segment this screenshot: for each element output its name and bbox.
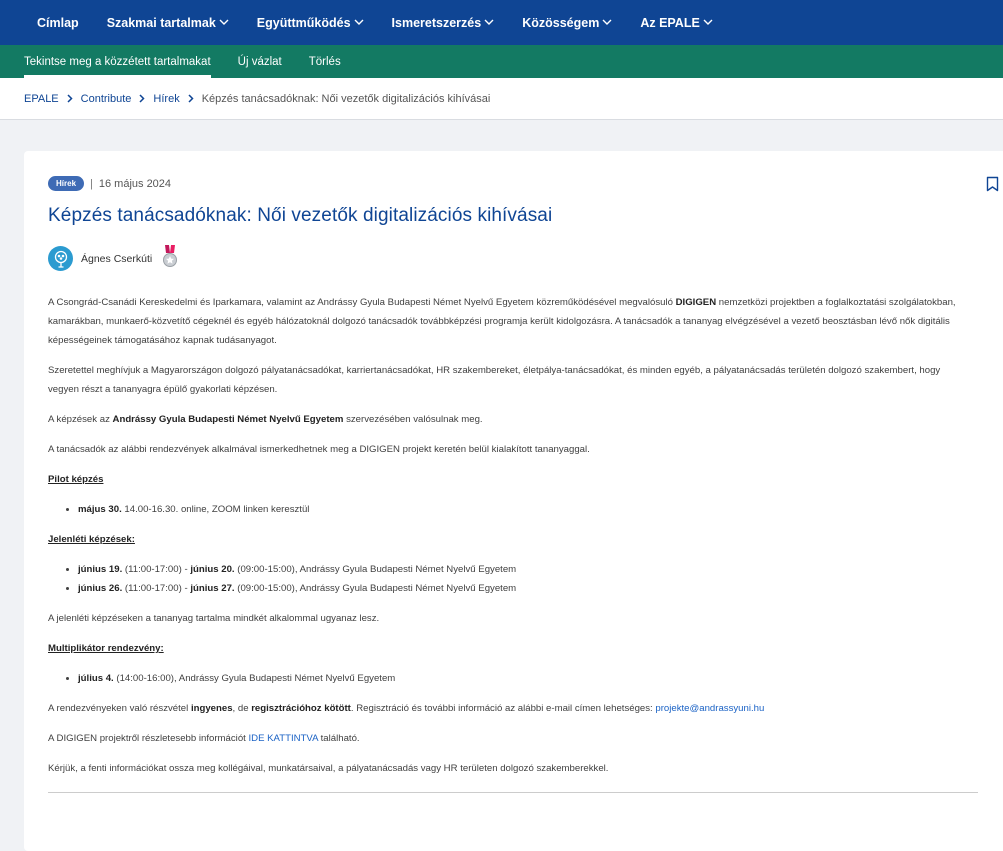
article-meta xyxy=(48,176,171,191)
category-badge[interactable]: Hírek xyxy=(48,176,84,191)
heading-jelenleti xyxy=(48,530,973,549)
paragraph-intro xyxy=(48,293,973,350)
breadcrumb xyxy=(0,78,1003,120)
nav-item-label: Ismeretszerzés xyxy=(391,15,482,30)
nav-item-label: Címlap xyxy=(37,15,79,30)
text-bold: DIGIGEN xyxy=(675,297,717,308)
text-bold: június 27. xyxy=(190,583,235,594)
text: A rendezvényeken való részvétel xyxy=(48,703,191,714)
tab-label: Tekintse meg a közzétett tartalmakat xyxy=(24,55,211,68)
jelenleti-list xyxy=(78,560,973,598)
chevron-right-icon xyxy=(188,94,194,103)
nav-item-label: Az EPALE xyxy=(640,15,700,30)
nav-item-kozossegem[interactable] xyxy=(522,16,612,30)
text: 14.00-16.30. online, ZOOM linken keresztül xyxy=(121,504,310,515)
nav-item-az-epale[interactable] xyxy=(640,16,713,30)
text-bold: ingyenes xyxy=(190,703,233,714)
paragraph-organizer xyxy=(48,410,973,429)
text-bold: június 20. xyxy=(190,564,235,575)
nav-item-label: Szakmai tartalmak xyxy=(106,15,216,30)
tab-new-draft[interactable] xyxy=(238,45,282,78)
nav-item-cimlap[interactable] xyxy=(37,16,79,30)
nav-item-label: Együttműködés xyxy=(256,15,351,30)
text: található. xyxy=(317,733,360,744)
tab-view-published[interactable] xyxy=(24,45,211,78)
chevron-down-icon xyxy=(219,19,229,26)
text-bold: május 30. xyxy=(78,504,122,515)
content-action-bar xyxy=(0,45,1003,78)
article-body xyxy=(48,293,973,789)
divider xyxy=(48,792,978,793)
text-bold: július 4. xyxy=(78,673,114,684)
chevron-down-icon xyxy=(484,19,494,26)
author-name[interactable]: Ágnes Cserkúti xyxy=(81,252,153,265)
nav-item-label: Közösségem xyxy=(522,15,600,30)
bookmark-icon[interactable] xyxy=(986,176,999,197)
text: (09:00-15:00), Andrássy Gyula Budapesti Német Nyelvű Egyetem xyxy=(234,583,517,594)
heading-text: Multiplikátor rendezvény: xyxy=(48,643,164,654)
author-row xyxy=(48,245,178,272)
tab-label: Törlés xyxy=(308,55,341,68)
text-bold: Andrássy Gyula Budapesti Német Nyelvű Egyetem xyxy=(112,414,344,425)
publish-date: 16 május 2024 xyxy=(98,177,172,190)
breadcrumb-contribute[interactable]: Contribute xyxy=(80,92,132,105)
text: szervezésében valósulnak meg. xyxy=(343,414,483,425)
nav-item-ismeretszerzes[interactable] xyxy=(392,16,495,30)
more-info-link[interactable]: IDE KATTINTVA xyxy=(248,733,318,744)
paragraph-more-info xyxy=(48,729,973,748)
heading-multiplikator xyxy=(48,639,973,658)
text: A képzések az xyxy=(48,414,113,425)
text: (11:00-17:00) - xyxy=(122,583,191,594)
breadcrumb-current: Képzés tanácsadóknak: Női vezetők digitalizációs kihívásai xyxy=(201,92,491,105)
list-item xyxy=(78,669,973,688)
text: , de xyxy=(232,703,252,714)
multiplikator-list xyxy=(78,669,973,688)
chevron-down-icon xyxy=(602,19,612,26)
text-bold: június 19. xyxy=(78,564,123,575)
list-item xyxy=(78,500,973,519)
text-bold: regisztrációhoz kötött xyxy=(251,703,351,714)
text: A Csongrád-Csanádi Kereskedelmi és Iparkamara, valamint az Andrássy Gyula Budapesti Német Nyelvű Egyetem közreműködésével megvalósuló xyxy=(48,297,676,308)
main-navigation xyxy=(0,0,1003,45)
medal-icon xyxy=(162,245,178,272)
text: (09:00-15:00), Andrássy Gyula Budapesti Német Nyelvű Egyetem xyxy=(234,564,517,575)
breadcrumb-hirek[interactable]: Hírek xyxy=(153,92,180,105)
chevron-right-icon xyxy=(139,94,145,103)
chevron-down-icon xyxy=(703,19,713,26)
meta-separator: | xyxy=(90,177,93,190)
heading-text: Pilot képzés xyxy=(48,474,104,485)
paragraph-registration xyxy=(48,699,973,718)
nav-item-egyuttmukodes[interactable] xyxy=(257,16,364,30)
heading-pilot xyxy=(48,470,973,489)
list-item xyxy=(78,579,973,598)
paragraph-events-intro: A tanácsadók az alábbi rendezvények alkalmával ismerkedhetnek meg a DIGIGEN projekt keretén belül kialakított tananyaggal. xyxy=(48,444,590,455)
text: nemzetközi projektben a foglalkoztatási szolgálatokban, kamarákban, munkaerő-közvetítő cégeknél és egyéb hálózatoknál dolgozó tanácsadók továbbképzési programja került kidolgozásra. A tanácsadók a tananyag elvégzésével a vezető beosztásban lévő nők digitális képességeinek támogatásához kapnak tudásanyagot. xyxy=(48,297,956,346)
paragraph-same-content: A jelenléti képzéseken a tananyag tartalma mindkét alkalommal ugyanaz lesz. xyxy=(48,613,380,624)
paragraph-invite: Szeretettel meghívjuk a Magyarországon dolgozó pályatanácsadókat, karriertanácsadókat, HR szakembereket, életpálya-tanácsadókat, és minden egyéb, a pályatanácsadás területén dolgozó szakembert, hogy vegyen részt a tananyagra épülő gyakorlati képzésen. xyxy=(48,365,941,395)
tree-avatar-icon[interactable] xyxy=(48,246,73,271)
breadcrumb-epale[interactable]: EPALE xyxy=(24,92,59,105)
paragraph-share: Kérjük, a fenti információkat ossza meg kollégáival, munkatársaival, a pályatanácsadás vagy HR területen dolgozó szakemberekkel. xyxy=(48,763,609,774)
email-link[interactable]: projekte@andrassyuni.hu xyxy=(655,703,765,714)
text-bold: június 26. xyxy=(78,583,123,594)
text: (14:00-16:00), Andrássy Gyula Budapesti Német Nyelvű Egyetem xyxy=(113,673,396,684)
text: (11:00-17:00) - xyxy=(122,564,191,575)
chevron-down-icon xyxy=(354,19,364,26)
tab-label: Új vázlat xyxy=(237,55,282,68)
list-item xyxy=(78,560,973,579)
article-card xyxy=(24,151,1003,851)
pilot-list xyxy=(78,500,973,519)
nav-item-szakmai-tartalmak[interactable] xyxy=(107,16,229,30)
tab-delete[interactable] xyxy=(309,45,341,78)
article-title: Képzés tanácsadóknak: Női vezetők digitalizációs kihívásai xyxy=(48,205,553,226)
text: . Regisztráció és további információ az alábbi e-mail címen lehetséges: xyxy=(350,703,656,714)
text: A DIGIGEN projektről részletesebb információt xyxy=(48,733,249,744)
chevron-right-icon xyxy=(67,94,73,103)
heading-text: Jelenléti képzések: xyxy=(48,534,135,545)
